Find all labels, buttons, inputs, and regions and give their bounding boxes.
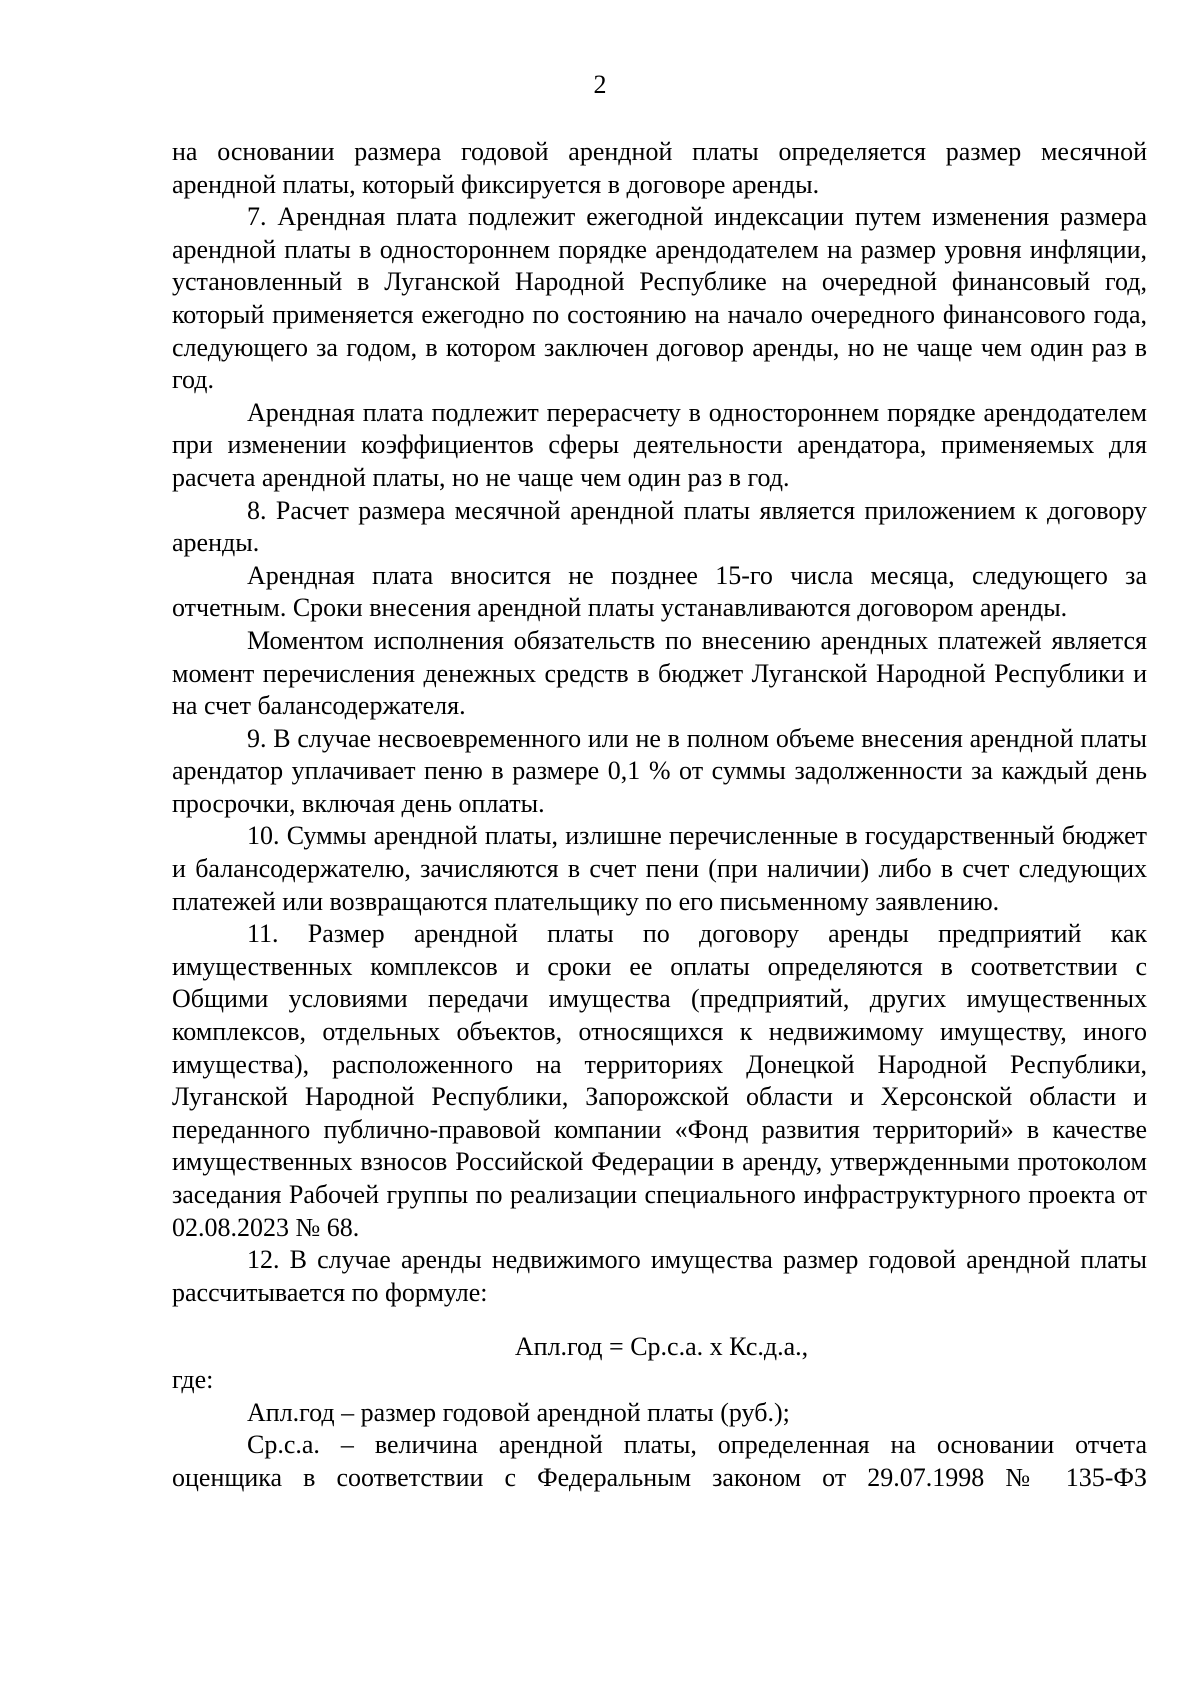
where-label: где: (172, 1364, 214, 1394)
paragraph-item-8: 8. Расчет размера месячной арендной платы является приложением к договору аренды. (172, 495, 1147, 558)
paragraph-item-12: 12. В случае аренды недвижимого имущества размер годовой арендной платы рассчитывается по формуле: (172, 1245, 1147, 1307)
paragraph-item-9: 9. В случае несвоевременного или не в полном объеме внесения арендной платы арендатор уплачивает пеню в размере 0,1 % от суммы задолженности за каждый день просрочки, включая день оплаты. (172, 723, 1147, 818)
paragraph-fulfillment-moment: Моментом исполнения обязательств по внесению арендных платежей является момент перечисления денежных средств в бюджет Луганской Народной Республики и на счет балансодержателя. (172, 625, 1147, 721)
paragraph-item-10: 10. Суммы арендной платы, излишне перечисленные в государственный бюджет и балансодержателю, зачисляются в счет пени (при наличии) либо в счет следующих платежей или возвращаются плательщику по его письменному заявлению. (172, 821, 1147, 916)
paragraph-recalculation: Арендная плата подлежит перерасчету в одностороннем порядке арендодателем при изменении коэффициентов сферы деятельности арендатора, применяемых для расчета арендной платы, но не чаще чем один раз в год. (172, 397, 1147, 492)
definition-apl-god: Апл.год – размер годовой арендной платы (руб.); (247, 1397, 790, 1427)
paragraph-item-11: 11. Размер арендной платы по договору аренды предприятий как имущественных комплексов и сроки ее оплаты определяются в соответствии с Общими условиями передачи имущества (предприятий, других имущественных комплексов, отдельных объектов, относящихся к недвижимому имуществу, иного имущества), расположенного на территориях Донецкой Народной Республики, Луганской Народной Республики, Запорожской области и Херсонской области и переданного публично-правовой компании «Фонд развития территорий» в качестве имущественных взносов Российской Федерации в аренду, утвержденными протоколом заседания Рабочей группы по реализации специального инфраструктурного проекта от 02.08.2023 № 68. (172, 919, 1147, 1242)
paragraph-payment-deadline: Арендная плата вносится не позднее 15-го числа месяца, следующего за отчетным. Сроки внесения арендной платы устанавливаются договором аренды. (172, 560, 1147, 623)
paragraph-continuation: на основании размера годовой арендной платы определяется размер месячной арендной платы, который фиксируется в договоре аренды. (172, 137, 1147, 199)
formula: Апл.год = Ср.с.а. х Кс.д.а., (514, 1332, 809, 1362)
paragraph-item-7: 7. Арендная плата подлежит ежегодной индексации путем изменения размера арендной платы в одностороннем порядке арендодателем на размер уровня инфляции, установленный в Луганской Народной Республике на очередной финансовый год, который применяется ежегодно по состоянию на начало очередного финансового года, следующего за годом, в котором заключен договор аренды, но не чаще чем один раз в год. (172, 202, 1147, 395)
definition-sr-s-a: Ср.с.а. – величина арендной платы, определенная на основании отчета оценщика в соответствии с Федеральным законом от 29.07.1998 № 135-ФЗ (172, 1430, 1147, 1492)
document-body (172, 136, 1147, 1494)
page-number: 2 (593, 70, 607, 99)
